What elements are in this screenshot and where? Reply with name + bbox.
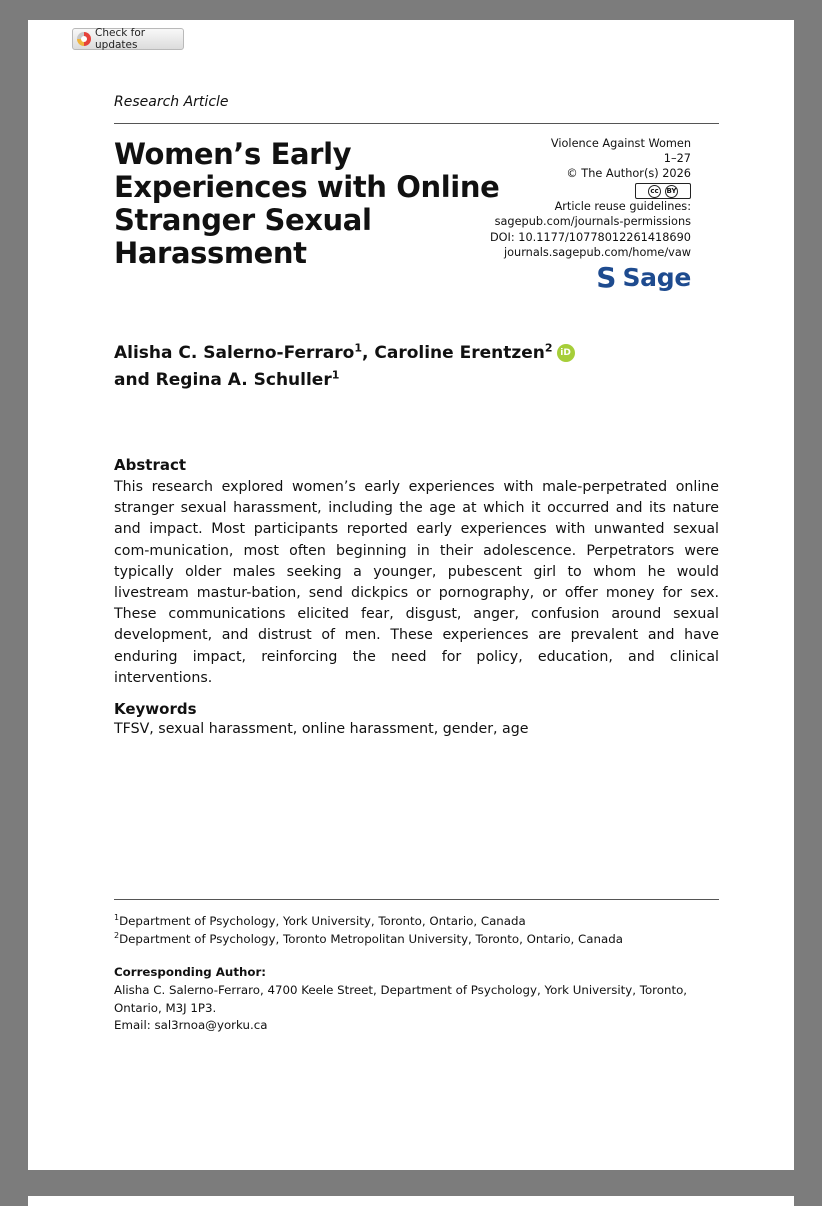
copyright: © The Author(s) 2026 <box>566 167 691 181</box>
reuse-link[interactable]: sagepub.com/journals-permissions <box>494 215 691 229</box>
publisher-name: Sage <box>622 263 691 292</box>
header-divider <box>114 123 719 124</box>
author-affil-marker: 2 <box>544 341 553 355</box>
abstract-text: This research explored women’s early experiences with male-perpetrated online stranger sexual harassment, including the age at which it occurred and its nature and impact. Most participants reported early experiences with unwanted sexual com-munication, most often beginning in their adolescence. Perpetrators were typically older males seeking a younger, pubescent girl to whom he would livestream mastur-bation, send dickpics or pornography, or offer money for sex. These communications elicited fear, disgust, anger, confusion around sexual development, and distrust of men. These experiences are prevalent and have enduring impact, reinforcing the need for policy, education, and clinical interventions. <box>114 479 719 686</box>
doi-link[interactable]: DOI: 10.1177/10778012261418690 <box>489 230 691 244</box>
corresponding-address: Alisha C. Salerno-Ferraro, 4700 Keele Street, Department of Psychology, York University, Toronto, Ontario, M3J 1P3. <box>114 983 688 1015</box>
article-type: Research Article <box>114 94 229 110</box>
attribution-icon: BY <box>665 185 678 198</box>
publisher-logo <box>596 260 691 294</box>
journal-name: Violence Against Women <box>550 137 691 150</box>
keywords-text: TFSV, sexual harassment, online harassment, gender, age <box>114 721 529 737</box>
journal-info <box>431 136 691 260</box>
author-list: Alisha C. Salerno-Ferraro$^1$, Caroline Erentzen$^2$ iD and Regina A. Schuller$^1$ <box>114 340 674 394</box>
abstract-heading: Abstract <box>114 456 187 474</box>
author-name: Caroline Erentzen <box>374 343 545 363</box>
creative-commons-icon: cc <box>648 185 661 198</box>
author-name: Regina A. Schuller <box>155 370 332 390</box>
check-for-updates-label: Check for updates <box>95 27 146 51</box>
next-page-edge <box>28 1196 794 1206</box>
author-name: Alisha C. Salerno-Ferraro <box>114 343 355 363</box>
bookmark-check-icon <box>77 32 91 46</box>
document-page <box>28 20 794 1170</box>
affiliation-1: $^1$Department of Psychology, York University, Toronto, Ontario, Canada <box>114 913 526 928</box>
journal-home-link[interactable]: journals.sagepub.com/home/vaw <box>504 245 691 259</box>
reuse-label: Article reuse guidelines: <box>554 200 691 214</box>
affiliation-2: $^2$Department of Psychology, Toronto Metropolitan University, Toronto, Ontario, Canada <box>114 931 623 946</box>
check-for-updates-button[interactable] <box>72 28 184 50</box>
cc-license-badge[interactable] <box>635 183 691 199</box>
footnote-divider <box>114 899 719 900</box>
corresponding-email[interactable]: Email: sal3rnoa@yorku.ca <box>114 1018 268 1032</box>
author-affil-marker: 1 <box>331 368 340 382</box>
corresponding-author-details <box>114 982 704 1035</box>
keywords-heading: Keywords <box>114 700 197 718</box>
orcid-icon[interactable]: iD <box>557 344 575 362</box>
author-affil-marker: 1 <box>354 341 362 355</box>
corresponding-author-heading: Corresponding Author: <box>114 965 267 979</box>
article-title: Women’s Early Experiences with Online Stranger Sexual Harassment <box>114 137 500 270</box>
page-range: 1–27 <box>663 152 691 166</box>
sage-s-icon: S <box>596 260 617 294</box>
